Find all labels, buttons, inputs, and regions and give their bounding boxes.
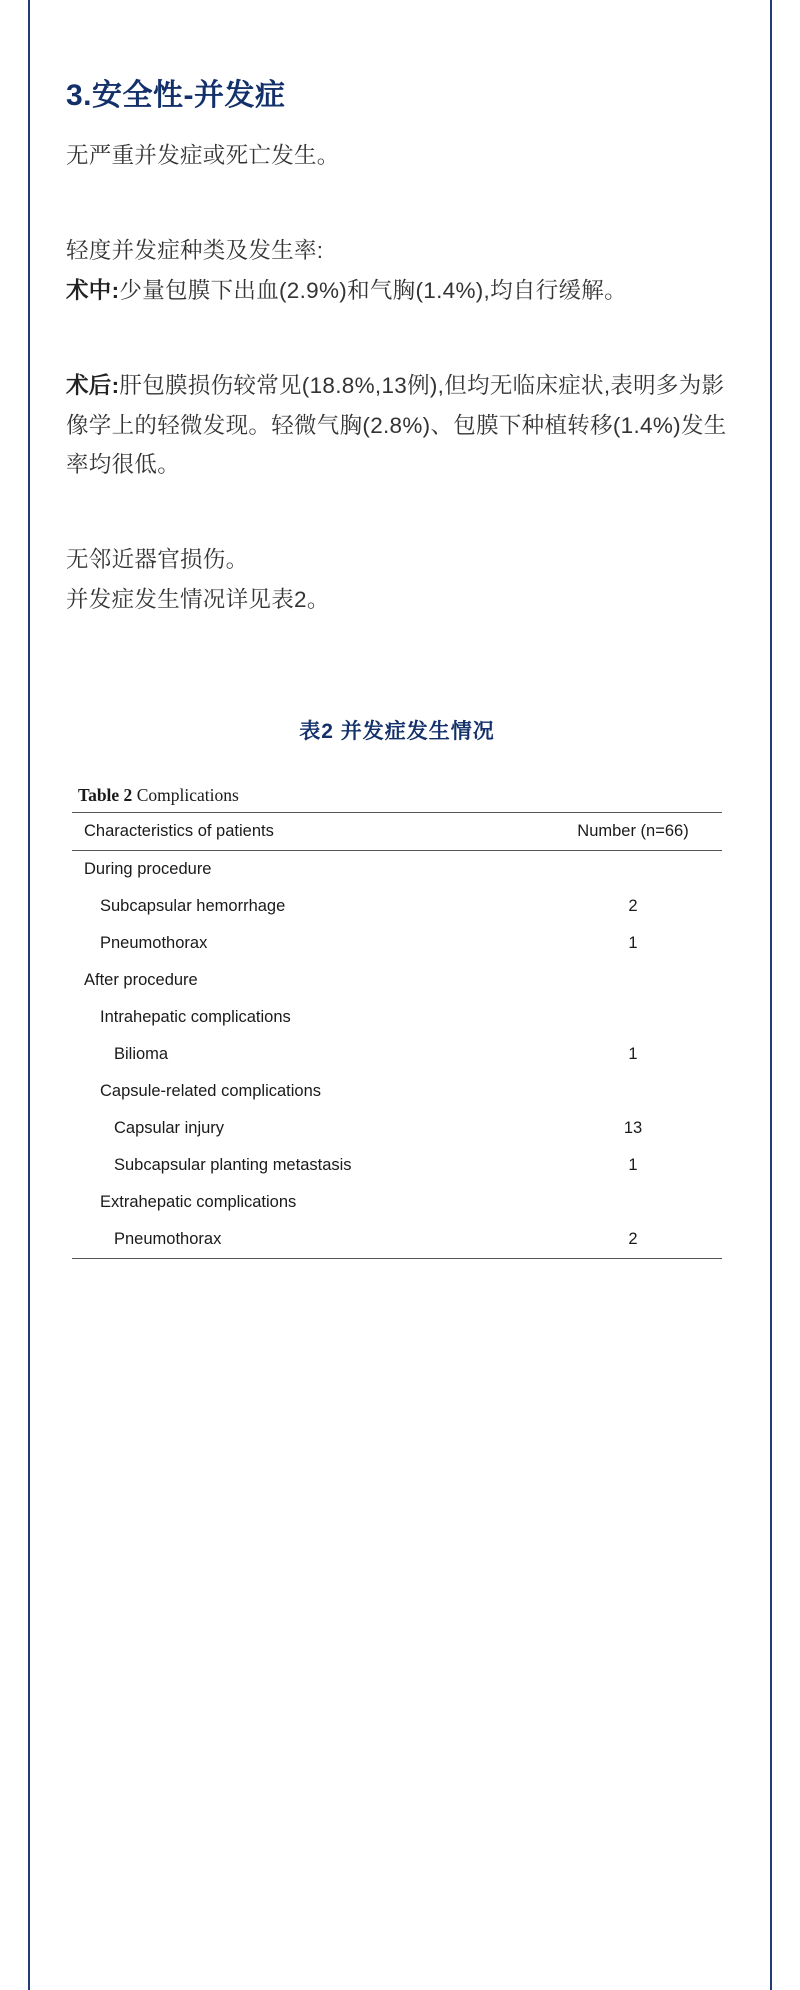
table-row bbox=[72, 1184, 722, 1221]
paragraph-see-table2: 并发症发生情况详见表2。 bbox=[66, 586, 330, 612]
spacer bbox=[66, 484, 728, 540]
row-label: After procedure bbox=[84, 971, 198, 989]
row-value bbox=[544, 1073, 722, 1110]
table-number-label: Table 2 bbox=[78, 785, 133, 805]
row-label: Capsular injury bbox=[114, 1119, 225, 1137]
table-row bbox=[72, 1073, 722, 1110]
row-label: Subcapsular planting metastasis bbox=[114, 1156, 352, 1174]
table-row bbox=[72, 888, 722, 925]
row-value: 1 bbox=[628, 934, 638, 952]
row-label: Bilioma bbox=[114, 1045, 169, 1063]
row-value bbox=[544, 1184, 722, 1221]
row-label: Subcapsular hemorrhage bbox=[100, 897, 286, 915]
column-header-characteristics: Characteristics of patients bbox=[72, 813, 544, 851]
table-title bbox=[72, 785, 722, 812]
row-value: 1 bbox=[628, 1156, 638, 1174]
spacer bbox=[66, 310, 728, 366]
row-label: Intrahepatic complications bbox=[100, 1008, 291, 1026]
figure-caption: 表2 并发症发生情况 bbox=[299, 720, 495, 743]
complications-table-block bbox=[72, 785, 722, 1259]
row-value bbox=[544, 999, 722, 1036]
intraoperative-text: 少量包膜下出血(2.9%)和气胸(1.4%),均自行缓解。 bbox=[119, 277, 627, 303]
page-title: 3.安全性-并发症 bbox=[66, 79, 286, 112]
row-value: 2 bbox=[544, 1221, 722, 1259]
table-body bbox=[72, 851, 722, 1259]
row-label: Pneumothorax bbox=[100, 934, 208, 952]
row-label: During procedure bbox=[84, 860, 212, 878]
row-label: Extrahepatic complications bbox=[100, 1193, 297, 1211]
row-value bbox=[544, 851, 722, 889]
table-row bbox=[72, 999, 722, 1036]
table-row bbox=[72, 1110, 722, 1147]
table-row bbox=[72, 925, 722, 962]
table-row bbox=[72, 851, 722, 889]
spacer bbox=[66, 175, 728, 231]
paragraph-mild-complication-intro: 轻度并发症种类及发生率: bbox=[66, 238, 324, 264]
row-value: 13 bbox=[623, 1119, 643, 1137]
complications-table bbox=[72, 812, 722, 1259]
table-row bbox=[72, 1036, 722, 1073]
row-label: Capsule-related complications bbox=[100, 1082, 322, 1100]
table-head bbox=[72, 813, 722, 851]
row-value: 2 bbox=[628, 897, 638, 915]
paragraph-postoperative bbox=[66, 366, 728, 484]
postoperative-text: 肝包膜损伤较常见(18.8%,13例),但均无临床症状,表明多为影像学上的轻微发现。轻微气胸(2.8%)、包膜下种植转移(1.4%)发生率均很低。 bbox=[66, 373, 727, 477]
table-title-text: Complications bbox=[136, 785, 239, 805]
column-header-number: Number (n=66) bbox=[544, 813, 722, 851]
table-row bbox=[72, 962, 722, 999]
row-value: 1 bbox=[628, 1045, 638, 1063]
postoperative-label: 术后: bbox=[66, 373, 120, 399]
table-header-row bbox=[72, 813, 722, 851]
table-row bbox=[72, 1221, 722, 1259]
table-row bbox=[72, 1147, 722, 1184]
spacer bbox=[66, 619, 728, 715]
row-value bbox=[544, 962, 722, 999]
row-label: Pneumothorax bbox=[72, 1221, 544, 1259]
paragraph-no-severe-complications: 无严重并发症或死亡发生。 bbox=[66, 143, 340, 168]
paragraph-intraoperative bbox=[66, 271, 728, 310]
intraoperative-label: 术中: bbox=[66, 277, 120, 303]
paragraph-no-adjacent-organ-injury: 无邻近器官损伤。 bbox=[66, 547, 249, 573]
